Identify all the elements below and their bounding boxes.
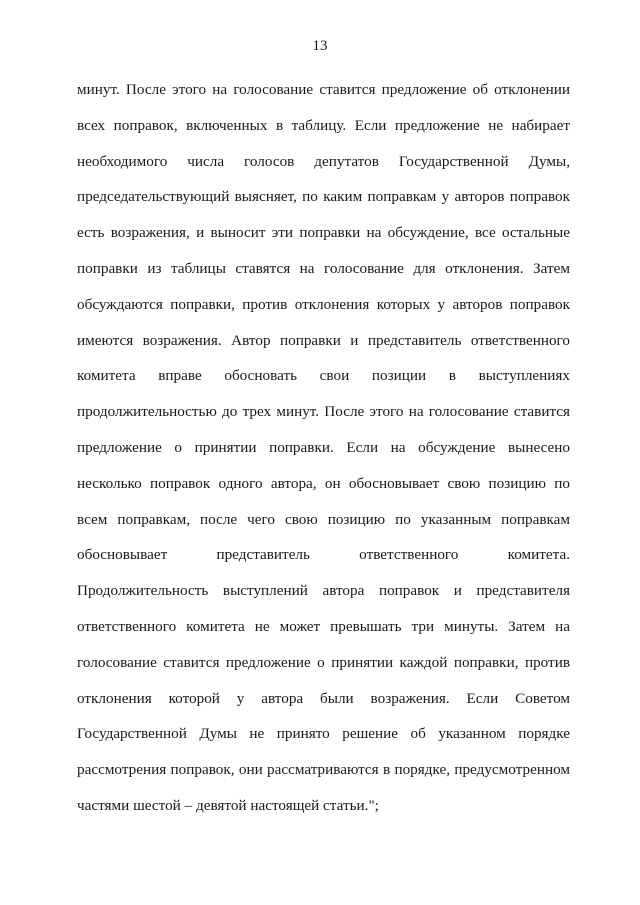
text-line: Продолжительность выступлений автора поправок и представителя <box>77 582 570 600</box>
text-line: Государственной Думы не принято решение об указанном порядке <box>77 725 570 743</box>
text-line: отклонения которой у автора были возражения. Если Советом <box>77 689 570 707</box>
text-line: председательствующий выясняет, по каким поправкам у авторов поправок <box>77 188 570 206</box>
text-line: необходимого числа голосов депутатов Государственной Думы, <box>77 152 570 170</box>
text-line: несколько поправок одного автора, он обосновывает свою позицию по <box>77 474 570 492</box>
text-line: обосновывает представитель ответственного комитета. <box>77 546 570 564</box>
text-line: голосование ставится предложение о принятии каждой поправки, против <box>77 653 570 671</box>
text-line: предложение о принятии поправки. Если на обсуждение вынесено <box>77 438 570 456</box>
text-line: обсуждаются поправки, против отклонения которых у авторов поправок <box>77 295 570 313</box>
text-line: частями шестой – девятой настоящей статьи."; <box>77 796 379 814</box>
text-line: поправки из таблицы ставятся на голосование для отклонения. Затем <box>77 259 570 277</box>
page-number: 13 <box>312 38 328 54</box>
text-line: есть возражения, и выносит эти поправки на обсуждение, все остальные <box>77 224 570 242</box>
body-text <box>77 72 570 824</box>
text-line: всем поправкам, после чего свою позицию по указанным поправкам <box>77 510 570 528</box>
text-line: имеются возражения. Автор поправки и представитель ответственного <box>77 331 570 349</box>
text-line: минут. После этого на голосование ставится предложение об отклонении <box>77 81 570 98</box>
text-line: ответственного комитета не может превышать три минуты. Затем на <box>77 617 570 635</box>
text-line: комитета вправе обосновать свои позиции в выступлениях <box>77 367 570 385</box>
text-line: продолжительностью до трех минут. После этого на голосование ставится <box>77 403 570 421</box>
text-line: рассмотрения поправок, они рассматриваются в порядке, предусмотренном <box>77 761 570 779</box>
text-line: всех поправок, включенных в таблицу. Если предложение не набирает <box>77 116 570 134</box>
